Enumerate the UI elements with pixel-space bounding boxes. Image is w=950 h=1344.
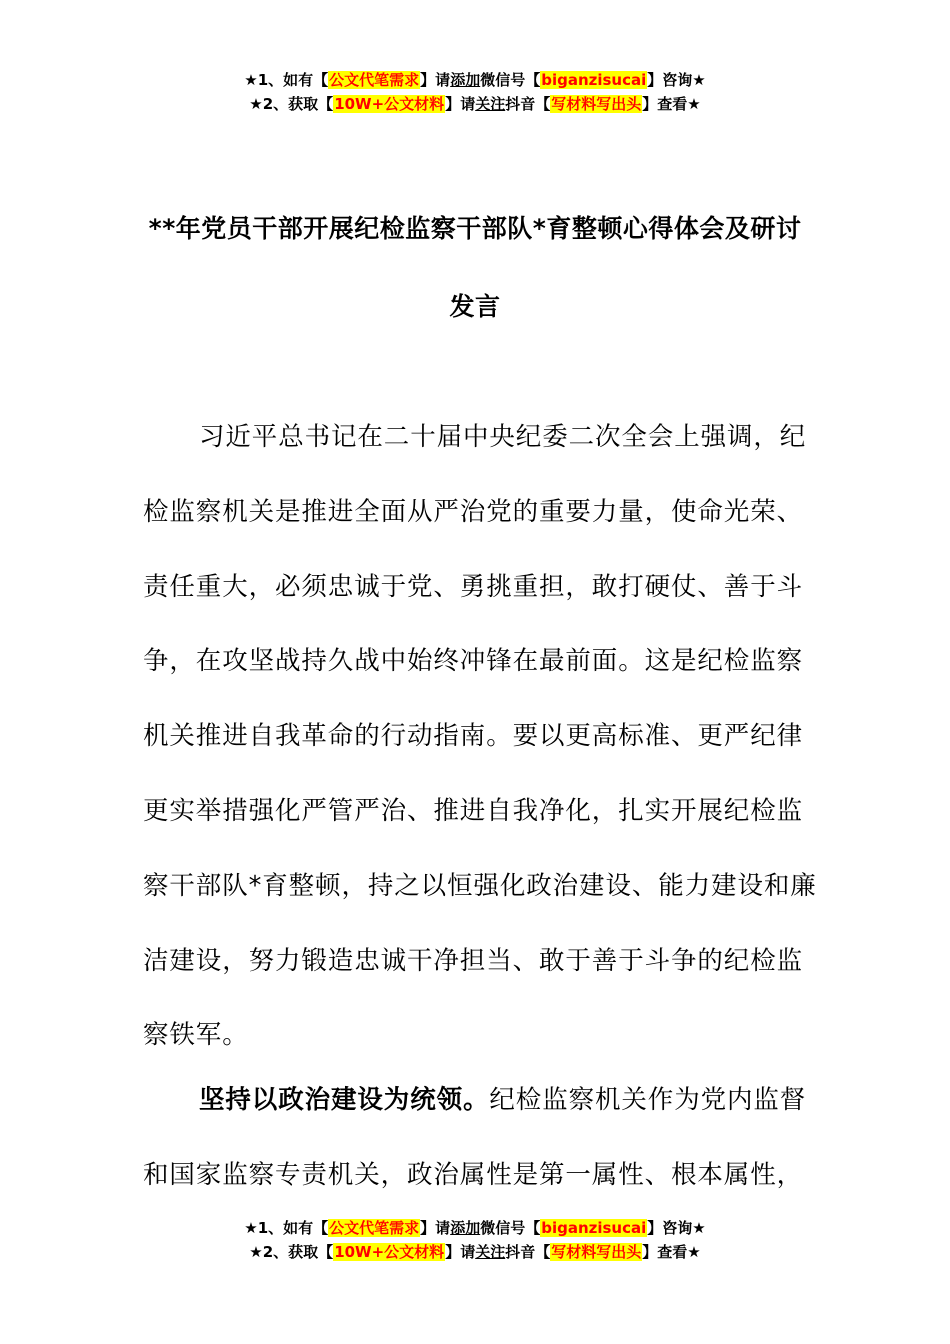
highlight-materials: 10W+公文材料 (334, 1243, 445, 1261)
footer-banner (0, 1216, 950, 1264)
paragraph-1 (143, 400, 817, 1073)
banner-line-2 (0, 92, 950, 116)
paragraph-2 (143, 1063, 807, 1213)
paragraph-line: 习近平总书记在二十届中央纪委二次全会上强调，纪 (199, 422, 807, 452)
highlight-ghostwriting: 公文代笔需求 (329, 71, 420, 89)
highlight-ghostwriting: 公文代笔需求 (329, 1219, 420, 1237)
title-line-2: 发言 (449, 292, 501, 321)
banner-text: ★2、获取【 (249, 95, 334, 113)
banner-text: ★1、如有【 (244, 1219, 329, 1237)
banner-text: 抖音【 (505, 1243, 551, 1261)
highlight-wechat-id: biganzisucai (541, 1219, 647, 1237)
highlight-douyin-account: 写材料写出头 (551, 1243, 642, 1261)
paragraph-line: 检监察机关是推进全面从严治党的重要力量，使命光荣、 (143, 496, 804, 527)
banner-text: ★1、如有【 (244, 71, 329, 89)
paragraph-line (143, 1063, 807, 1138)
banner-underlined-add: 添加 (450, 1219, 481, 1237)
banner-text: 】咨询★ (647, 71, 706, 89)
paragraph-line: 和国家监察专责机关，政治属性是第一属性、根本属性， (143, 1159, 804, 1190)
banner-text: 微信号【 (480, 1219, 541, 1237)
highlight-douyin-account: 写材料写出头 (551, 95, 642, 113)
banner-text: 】查看★ (642, 95, 701, 113)
paragraph-line: 更实举措强化严管严治、推进自我净化，扎实开展纪检监 (143, 795, 804, 826)
header-banner (0, 68, 950, 116)
paragraph-line: 争，在攻坚战持久战中始终冲锋在最前面。这是纪检监察 (143, 646, 804, 677)
banner-line-1 (0, 1216, 950, 1240)
title-line-1: **年党员干部开展纪检监察干部队*育整顿心得体会及研讨 (148, 214, 802, 243)
banner-text: 】请 (445, 1243, 476, 1261)
document-title (140, 190, 810, 346)
paragraph-line: 察干部队*育整顿，持之以恒强化政治建设、能力建设和廉 (143, 870, 817, 901)
banner-line-2 (0, 1240, 950, 1264)
banner-text: 抖音【 (505, 95, 551, 113)
banner-text: 】咨询★ (647, 1219, 706, 1237)
banner-text: 】请 (445, 95, 476, 113)
paragraph-line: 洁建设，努力锻造忠诚干净担当、敢于善于斗争的纪检监 (143, 945, 804, 976)
banner-line-1 (0, 68, 950, 92)
banner-text: ★2、获取【 (249, 1243, 334, 1261)
paragraph-line: 察铁军。 (143, 1020, 249, 1051)
paragraph-line: 机关推进自我革命的行动指南。要以更高标准、更严纪律 (143, 721, 804, 752)
banner-text: 】请 (420, 1219, 451, 1237)
banner-underlined-follow: 关注 (475, 95, 506, 113)
banner-text: 】请 (420, 71, 451, 89)
banner-underlined-add: 添加 (450, 71, 481, 89)
section-heading-political: 坚持以政治建设为统领。 (199, 1085, 490, 1115)
banner-underlined-follow: 关注 (475, 1243, 506, 1261)
highlight-wechat-id: biganzisucai (541, 71, 647, 89)
banner-text: 微信号【 (480, 71, 541, 89)
banner-text: 】查看★ (642, 1243, 701, 1261)
highlight-materials: 10W+公文材料 (334, 95, 445, 113)
paragraph-line: 责任重大，必须忠诚于党、勇挑重担，敢打硬仗、善于斗 (143, 571, 804, 602)
paragraph-text: 纪检监察机关作为党内监督 (489, 1085, 807, 1115)
